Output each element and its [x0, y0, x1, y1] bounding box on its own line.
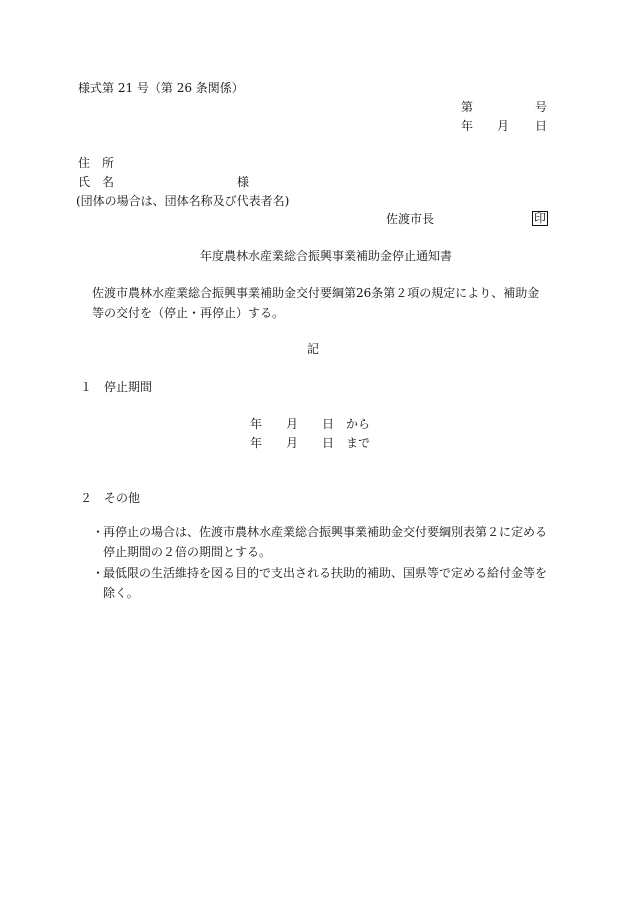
group-note: (団体の場合は、団体名称及び代表者名)	[76, 194, 290, 208]
body-paragraph	[78, 283, 548, 323]
bullet1-text: 再停止の場合は、佐渡市農林水産業総合振興事業補助金交付要綱別表第２に定める停止期間の２倍の期間とする。	[103, 525, 548, 559]
doc-number-suffix: 号	[535, 100, 548, 114]
period-to: 年 月 日 まで	[250, 436, 371, 450]
date-day-label: 日	[535, 119, 548, 133]
seal-box: 印	[534, 211, 547, 225]
name-label: 氏 名	[78, 175, 115, 189]
honorific: 様	[237, 175, 250, 189]
bullet-mark: ・	[92, 566, 105, 580]
date-year-label: 年	[461, 119, 474, 133]
form-number: 様式第 21 号（第 26 条関係）	[78, 81, 244, 95]
document-title: 年度農林水産業総合振興事業補助金停止通知書	[200, 249, 453, 263]
ki-label: 記	[307, 342, 320, 356]
body-text: 佐渡市農林水産業総合振興事業補助金交付要綱第26条第２項の規定により、補助金等の交付を（停止・再停止）する。	[92, 286, 540, 320]
doc-number-prefix: 第	[461, 100, 474, 114]
list-item	[92, 522, 548, 562]
seal-mark	[532, 211, 548, 226]
period-from: 年 月 日 から	[250, 417, 371, 431]
list-item	[92, 563, 548, 603]
address-label: 住 所	[78, 156, 115, 170]
bullet-mark: ・	[92, 525, 105, 539]
issuer-title: 佐渡市長	[386, 212, 435, 226]
section2-heading: ２ その他	[80, 491, 141, 505]
bullet2-text: 最低限の生活維持を図る目的で支出される扶助的補助、国県等で定める給付金等を除く。	[103, 566, 548, 600]
section1-heading: １ 停止期間	[80, 380, 153, 394]
date-month-label: 月	[497, 119, 510, 133]
